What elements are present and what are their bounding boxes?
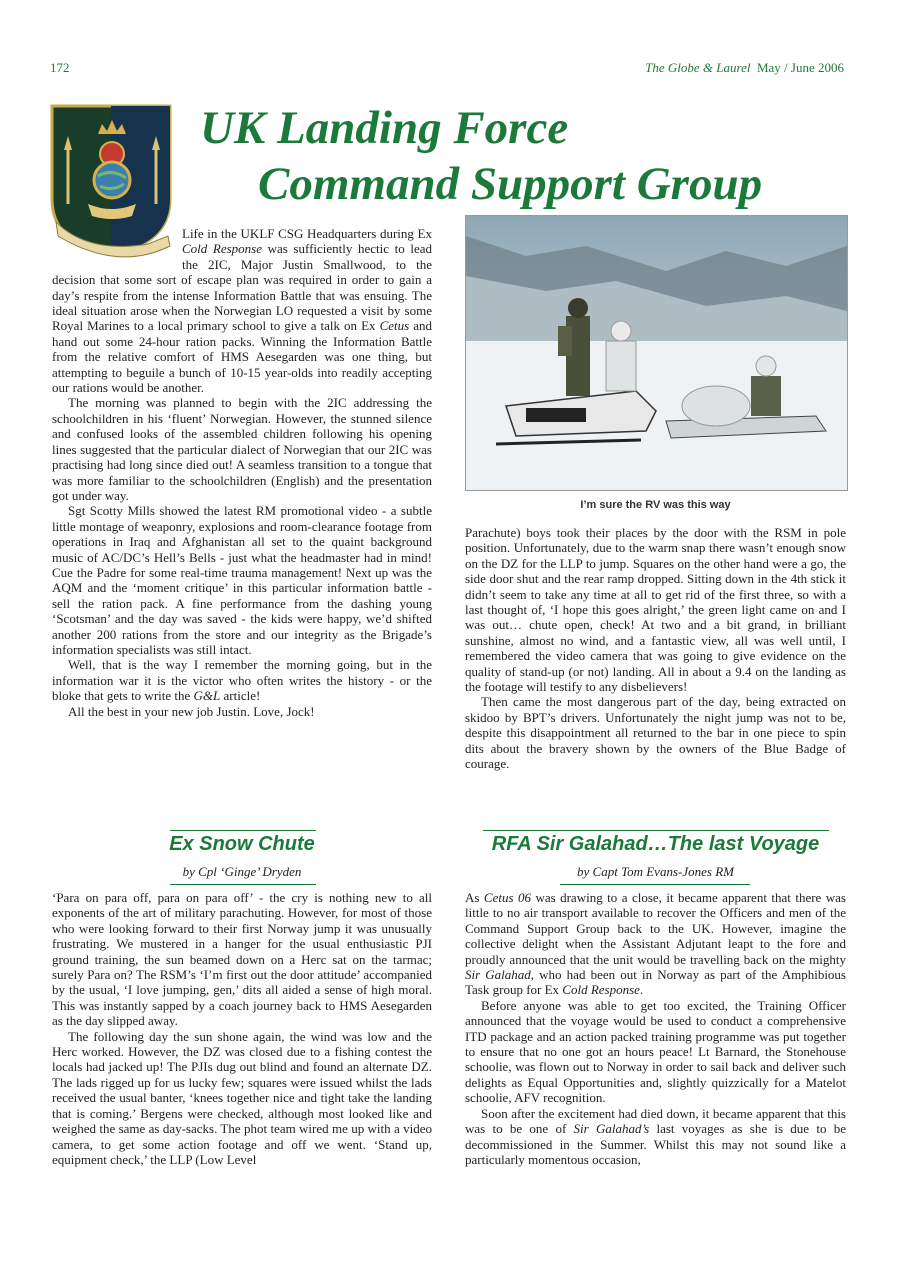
article-sir-galahad bbox=[465, 890, 846, 1167]
byline-snow-chute: by Cpl ‘Ginge’ Dryden bbox=[182, 864, 302, 879]
running-header bbox=[645, 60, 844, 76]
snowmobile-photo-icon bbox=[465, 215, 848, 491]
paragraph: Before anyone was able to get too excited, the Training Officer announced that the voyage would be used to conduct a comprehensive ITD package and an action packed training programme was put together to ensure that no one got an hours peace! Lt Barnard, the Stonehouse schoolie, was flown out to Norway in order to sail back and deliver such delights as Equal Opportunities and, slightly quizzically for a Matelot schoolie, AFV recognition. bbox=[465, 997, 846, 1106]
section-title-sir-galahad: RFA Sir Galahad…The last Voyage bbox=[491, 833, 820, 855]
crest-wrap-spacer bbox=[52, 226, 182, 272]
paragraph: All the best in your new job Justin. Love, Jock! bbox=[68, 703, 315, 719]
paragraph: The morning was planned to begin with the 2IC addressing the schoolchildren in his ‘fluent’ Norwegian. However, the stunned silence and confused looks of the assembled children following his opening lines suggested that the particular dialect of Norwegian that our 2IC was practising had long since died out! A seamless transition to a tongue that was more familiar to the schoolchildren (English) and the presentation got under way. bbox=[52, 395, 432, 503]
paragraph: ‘Para on para off, para on para off’ - the cry is nothing new to all exponents of the art of military parachuting. However, for most of those who were looking forward to their first Norway jump it was unusually frustrating. We mustered in a hanger for the usual enthusiastic PJI ground training, the sun beamed down on a Herc sat on the tarmac; surely Para on? The RSM’s ‘I’m first out the door attitude’ accompanied by the usual, ‘I love jumping, gen,’ dits all aided a sense of high moral. This was instantly sapped by a coach journey back to HMS Aesegarden as the day slipped away. bbox=[52, 890, 432, 1029]
section-rule bbox=[483, 830, 829, 831]
lead-article bbox=[52, 226, 432, 719]
byline-sir-galahad: by Capt Tom Evans-Jones RM bbox=[577, 864, 734, 879]
page-number: 172 bbox=[50, 60, 70, 75]
paragraph: Well, that is the way I remember the morning going, but in the information war it is the victor who often writes the history - or the bloke that gets to write the G&L article! bbox=[52, 657, 432, 704]
paragraph: Parachute) boys took their places by the door with the RSM in pole position. Unfortunately, due to the warm snap there wasn’t enough snow on the DZ for the LLP to jump. Squares on the other hand were a go, the side door shut and the rear ramp dropped. Sitting down in the 4th stick it didn’t seem to take any time at all to get rid of the first three, so with a last thought of, ‘I hope this goes alright,’ the green light came on and I was out… chute open, check! At two and a bit grand, in brilliant sunshine, almost no wind, and a fantastic view, all was well until, I remembered the video camera that was going to give evidence on the quality of stand-up (or not) landing. All in about a 9.4 on the landing as the footage will testify to any disbelievers! bbox=[465, 525, 846, 695]
title-line-2: Command Support Group bbox=[258, 158, 763, 210]
paragraph: Life in the UKLF CSG Headquarters during Ex Cold Response was sufficiently hectic to lead the 2IC, Major Justin Smallwood, to the decision that some sort of escape plan was required in order to gain a day’s respite from the intense Information Battle that was ensuing. The ideal situation arose when the Norwegian LO requested a visit by some Royal Marines to a local primary school to give a talk on Ex Cetus and hand out some 24-hour ration packs. Winning the Information Battle from the relative comfort of HMS Aesegarden was one thing, but attempting to beguile a bunch of 10-15 year-olds into readily accepting our rations would be another. bbox=[52, 226, 433, 396]
page-title bbox=[200, 100, 860, 212]
right-column-continuation bbox=[465, 525, 846, 772]
title-line-1: UK Landing Force bbox=[200, 102, 569, 154]
section-rule bbox=[170, 884, 316, 885]
paragraph: As Cetus 06 was drawing to a close, it became apparent that there was little to no air transport available to recover the Officers and men of the Command Support Group back to the UK. However, imagine the collective delight when the Assistant Adjutant leapt to the fore and proudly announced that the unit would be travelling back on the mighty Sir Galahad, who had been out in Norway as part of the Amphibious Task group for Ex Cold Response. bbox=[465, 890, 846, 998]
issue-date: May / June 2006 bbox=[756, 60, 844, 75]
article-snow-chute bbox=[52, 890, 432, 1167]
paragraph: Then came the most dangerous part of the day, being extracted on skidoo by BPT’s drivers. Unfortunately the night jump was not to be, despite this disappointment all returned to the bar in one piece to spin dits about the bravery shown by the owners of the Blue Badge of courage. bbox=[465, 694, 846, 772]
publication-name: The Globe & Laurel bbox=[645, 60, 751, 75]
section-rule bbox=[560, 884, 750, 885]
photo-caption: I’m sure the RV was this way bbox=[580, 499, 731, 511]
paragraph: Sgt Scotty Mills showed the latest RM promotional video - a subtle little montage of weaponry, explosions and room-clearance footage from operations in Iraq and Afghanistan all set to the quaint background music of AC/DC’s Hell’s Bells - just what the headmaster had in mind! Cue the Padre for some real-time trauma management! Next up was the AQM and the ‘moment critique’ in this particular information battle - sell the ration pack. A fine performance from the dashing young ‘Scotsman’ and the day was saved - the kids were happy, we’d shifted another 200 rations from the store and our integrity as the Brigade’s information specialists was still intact. bbox=[52, 503, 432, 657]
paragraph: The following day the sun shone again, the wind was low and the Herc worked. However, the DZ was closed due to a fishing contest the locals had jacked up! The PJIs dug out blind and found an alternate DZ. The lads rigged up for us lucky few; squares were issued whilst the lads received the usual banter, ‘knees together nice and tight take the landing that is coming.’ Bergens were checked, although most looked like and weighed the same as day-sacks. The phot team wired me up with a video camera, to get some action footage and off we went. ‘Stand up, equipment check,’ the LLP (Low Level bbox=[52, 1028, 432, 1167]
paragraph: Soon after the excitement had died down, it became apparent that this was to be one of Sir Galahad’s last voyages as she is due to be decommissioned in the Summer. Whilst this may not sound like a particularly momentous occasion, bbox=[465, 1105, 846, 1167]
section-rule bbox=[170, 830, 316, 831]
section-title-snow-chute: Ex Snow Chute bbox=[169, 833, 315, 855]
